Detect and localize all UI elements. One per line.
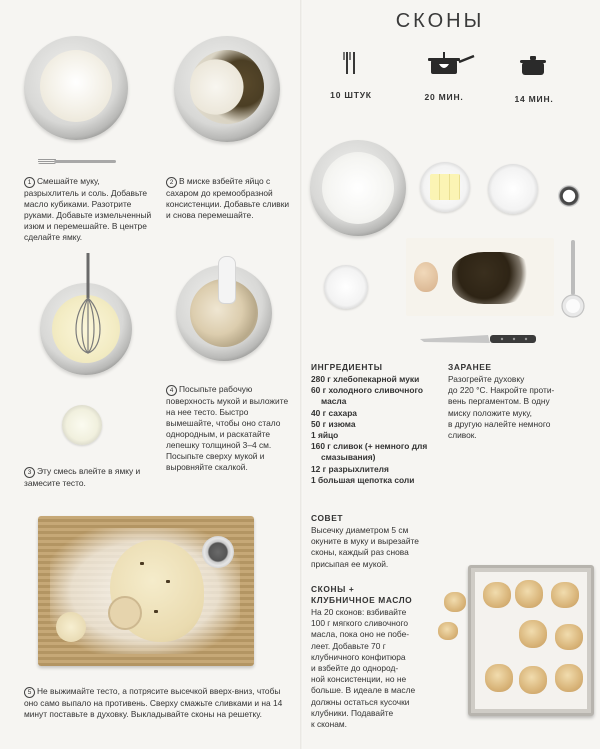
step-3-text bbox=[24, 466, 154, 489]
step-2-body: В миске взбейте яйцо с сахаром до кремообразной консистенции. Добавьте сливки и снова перемешайте. bbox=[166, 176, 290, 220]
step-1-number: 1 bbox=[24, 177, 35, 188]
egg bbox=[414, 262, 438, 292]
baking-tray-image bbox=[468, 565, 594, 716]
ingredient-item: масла bbox=[321, 396, 347, 407]
step-2-text bbox=[166, 176, 292, 221]
step3-bowl-image bbox=[40, 283, 132, 375]
ingredient-item: 60 г холодного сливочного bbox=[311, 385, 423, 396]
pot-icon bbox=[518, 54, 548, 78]
butter-cubes bbox=[430, 174, 460, 200]
scone bbox=[555, 664, 583, 692]
cut-hole bbox=[108, 596, 142, 630]
dough-sheet bbox=[110, 540, 204, 642]
scone bbox=[515, 580, 543, 608]
cream-dish-image bbox=[324, 265, 368, 309]
step1-bowl-image bbox=[24, 36, 128, 140]
page-spine bbox=[300, 0, 303, 749]
sugar-dish-image bbox=[488, 164, 538, 214]
advance-line: вень пергаментом. В одну bbox=[448, 396, 550, 407]
variant-heading-line-1: СКОНЫ + bbox=[311, 584, 355, 594]
stat-servings: 10 ШТУК bbox=[330, 90, 372, 100]
measuring-spoon-icon bbox=[560, 240, 586, 320]
tip-heading: СОВЕТ bbox=[311, 513, 344, 523]
ingredients-list bbox=[311, 374, 451, 486]
stat-prep-time: 20 МИН. bbox=[424, 92, 464, 102]
ingredient-item: 1 большая щепотка соли bbox=[311, 474, 415, 485]
variant-line: должны остаться кусочки bbox=[311, 696, 410, 707]
step2-bowl-image bbox=[174, 36, 280, 142]
flour-butter-mix bbox=[40, 50, 112, 122]
advance-line: сливок. bbox=[448, 430, 477, 441]
fork-icon bbox=[342, 50, 358, 76]
scone bbox=[483, 582, 511, 608]
cut-scone bbox=[56, 612, 86, 642]
tip-line: Высечку диаметром 5 см bbox=[311, 525, 409, 535]
tip-line: присыпая ее мукой. bbox=[311, 558, 389, 569]
variant-line: к сконам. bbox=[311, 719, 347, 730]
variant-line: масла, пока оно не побе- bbox=[311, 629, 410, 640]
stat-bake-time: 14 МИН. bbox=[514, 94, 554, 104]
ring-mold-image bbox=[558, 185, 580, 207]
variant-line: клубники. Подавайте bbox=[311, 707, 394, 718]
spatula-image bbox=[218, 256, 236, 304]
variant-line: больше. В идеале в масле bbox=[311, 685, 416, 696]
scone bbox=[551, 582, 579, 608]
variant-line: ной консистенции, но не bbox=[311, 674, 407, 685]
ingredient-item: 160 г сливок (+ немного для bbox=[311, 441, 428, 452]
step-3-number: 3 bbox=[24, 467, 35, 478]
whisk-icon bbox=[58, 253, 118, 363]
ingredient-item: 12 г разрыхлителя bbox=[311, 463, 389, 474]
advance-line: миску положите муку, bbox=[448, 407, 532, 418]
advance-line: Разогрейте духовку bbox=[448, 374, 525, 384]
step-5-body: Не выжимайте тесто, а потрясите высечкой вверх-вниз, чтобы оно само выпало на противень. Сверху смажьте сливками и на 14 минут поставьте в духовку. Выкладывайте сконы на решетку. bbox=[24, 686, 283, 719]
tip-text bbox=[311, 525, 441, 570]
tip-line: сконы, каждый раз снова bbox=[311, 547, 409, 558]
advance-heading: ЗАРАНЕЕ bbox=[448, 362, 492, 372]
ingredients-heading: ИНГРЕДИЕНТЫ bbox=[311, 362, 383, 372]
step-1-text bbox=[24, 176, 152, 243]
ingredient-item: 280 г хлебопекарной муки bbox=[311, 374, 420, 384]
tip-line: окуните в муку и вырезайте bbox=[311, 536, 419, 547]
variant-text bbox=[311, 607, 433, 730]
raisins-board-image bbox=[406, 238, 554, 316]
flour bbox=[322, 152, 394, 224]
raisins bbox=[452, 252, 532, 304]
fork-image bbox=[38, 158, 116, 164]
step-4-number: 4 bbox=[166, 385, 177, 396]
cream-glass-image bbox=[62, 405, 102, 445]
ingredient-item: 40 г сахара bbox=[311, 407, 357, 418]
scone bbox=[485, 664, 513, 692]
advance-line: в другую налейте немного bbox=[448, 418, 551, 429]
step-4-text bbox=[166, 384, 296, 473]
step-1-body: Смешайте муку, разрыхлитель и соль. Добавьте масло кубиками. Разотрите руками. Добавьте измельченный изюм и перемешайте. В центре сделайте ямку. bbox=[24, 176, 152, 242]
flour-bowl-image bbox=[310, 140, 406, 236]
variant-line: На 20 сконов: взбивайте bbox=[311, 607, 407, 617]
step-4-body: Посыпьте рабочую поверхность мукой и выложите на нее тесто. Быстро вымешайте, чтобы оно стало однородным, и раскатайте лепешку толщиной 3–4 см. Посыпьте сверху мукой и выровняйте скалкой. bbox=[166, 384, 289, 472]
knife-icon bbox=[418, 332, 538, 346]
loose-scone bbox=[438, 622, 458, 640]
variant-line: клубничного конфитюра bbox=[311, 651, 406, 662]
advance-line: до 220 °С. Накройте проти- bbox=[448, 385, 555, 396]
scone bbox=[519, 620, 547, 648]
flour-raisin-mix bbox=[190, 50, 264, 124]
ingredient-item: 50 г изюма bbox=[311, 418, 356, 429]
ingredient-item: 1 яйцо bbox=[311, 430, 339, 441]
step-2-number: 2 bbox=[166, 177, 177, 188]
butter-dish-image bbox=[420, 162, 470, 212]
variant-line: и взбейте до однород- bbox=[311, 663, 399, 674]
step-3-body: Эту смесь влейте в ямку и замесите тесто. bbox=[24, 466, 141, 488]
ingredient-item: смазывания) bbox=[321, 452, 376, 463]
variant-heading bbox=[311, 584, 412, 606]
saucepan-icon bbox=[425, 50, 475, 80]
page-title: СКОНЫ bbox=[395, 10, 485, 32]
scone bbox=[555, 624, 583, 650]
variant-line: леет. Добавьте 70 г bbox=[311, 640, 386, 651]
scone bbox=[519, 666, 547, 694]
pastry-cutter-icon bbox=[202, 536, 234, 568]
variant-line: 100 г мягкого сливочного bbox=[311, 618, 409, 629]
step-5-text bbox=[24, 686, 296, 720]
step-5-number: 5 bbox=[24, 687, 35, 698]
advance-text bbox=[448, 374, 588, 441]
cutting-board-image bbox=[38, 516, 254, 666]
loose-scone bbox=[444, 592, 466, 612]
variant-heading-line-2: КЛУБНИЧНОЕ МАСЛО bbox=[311, 595, 413, 605]
